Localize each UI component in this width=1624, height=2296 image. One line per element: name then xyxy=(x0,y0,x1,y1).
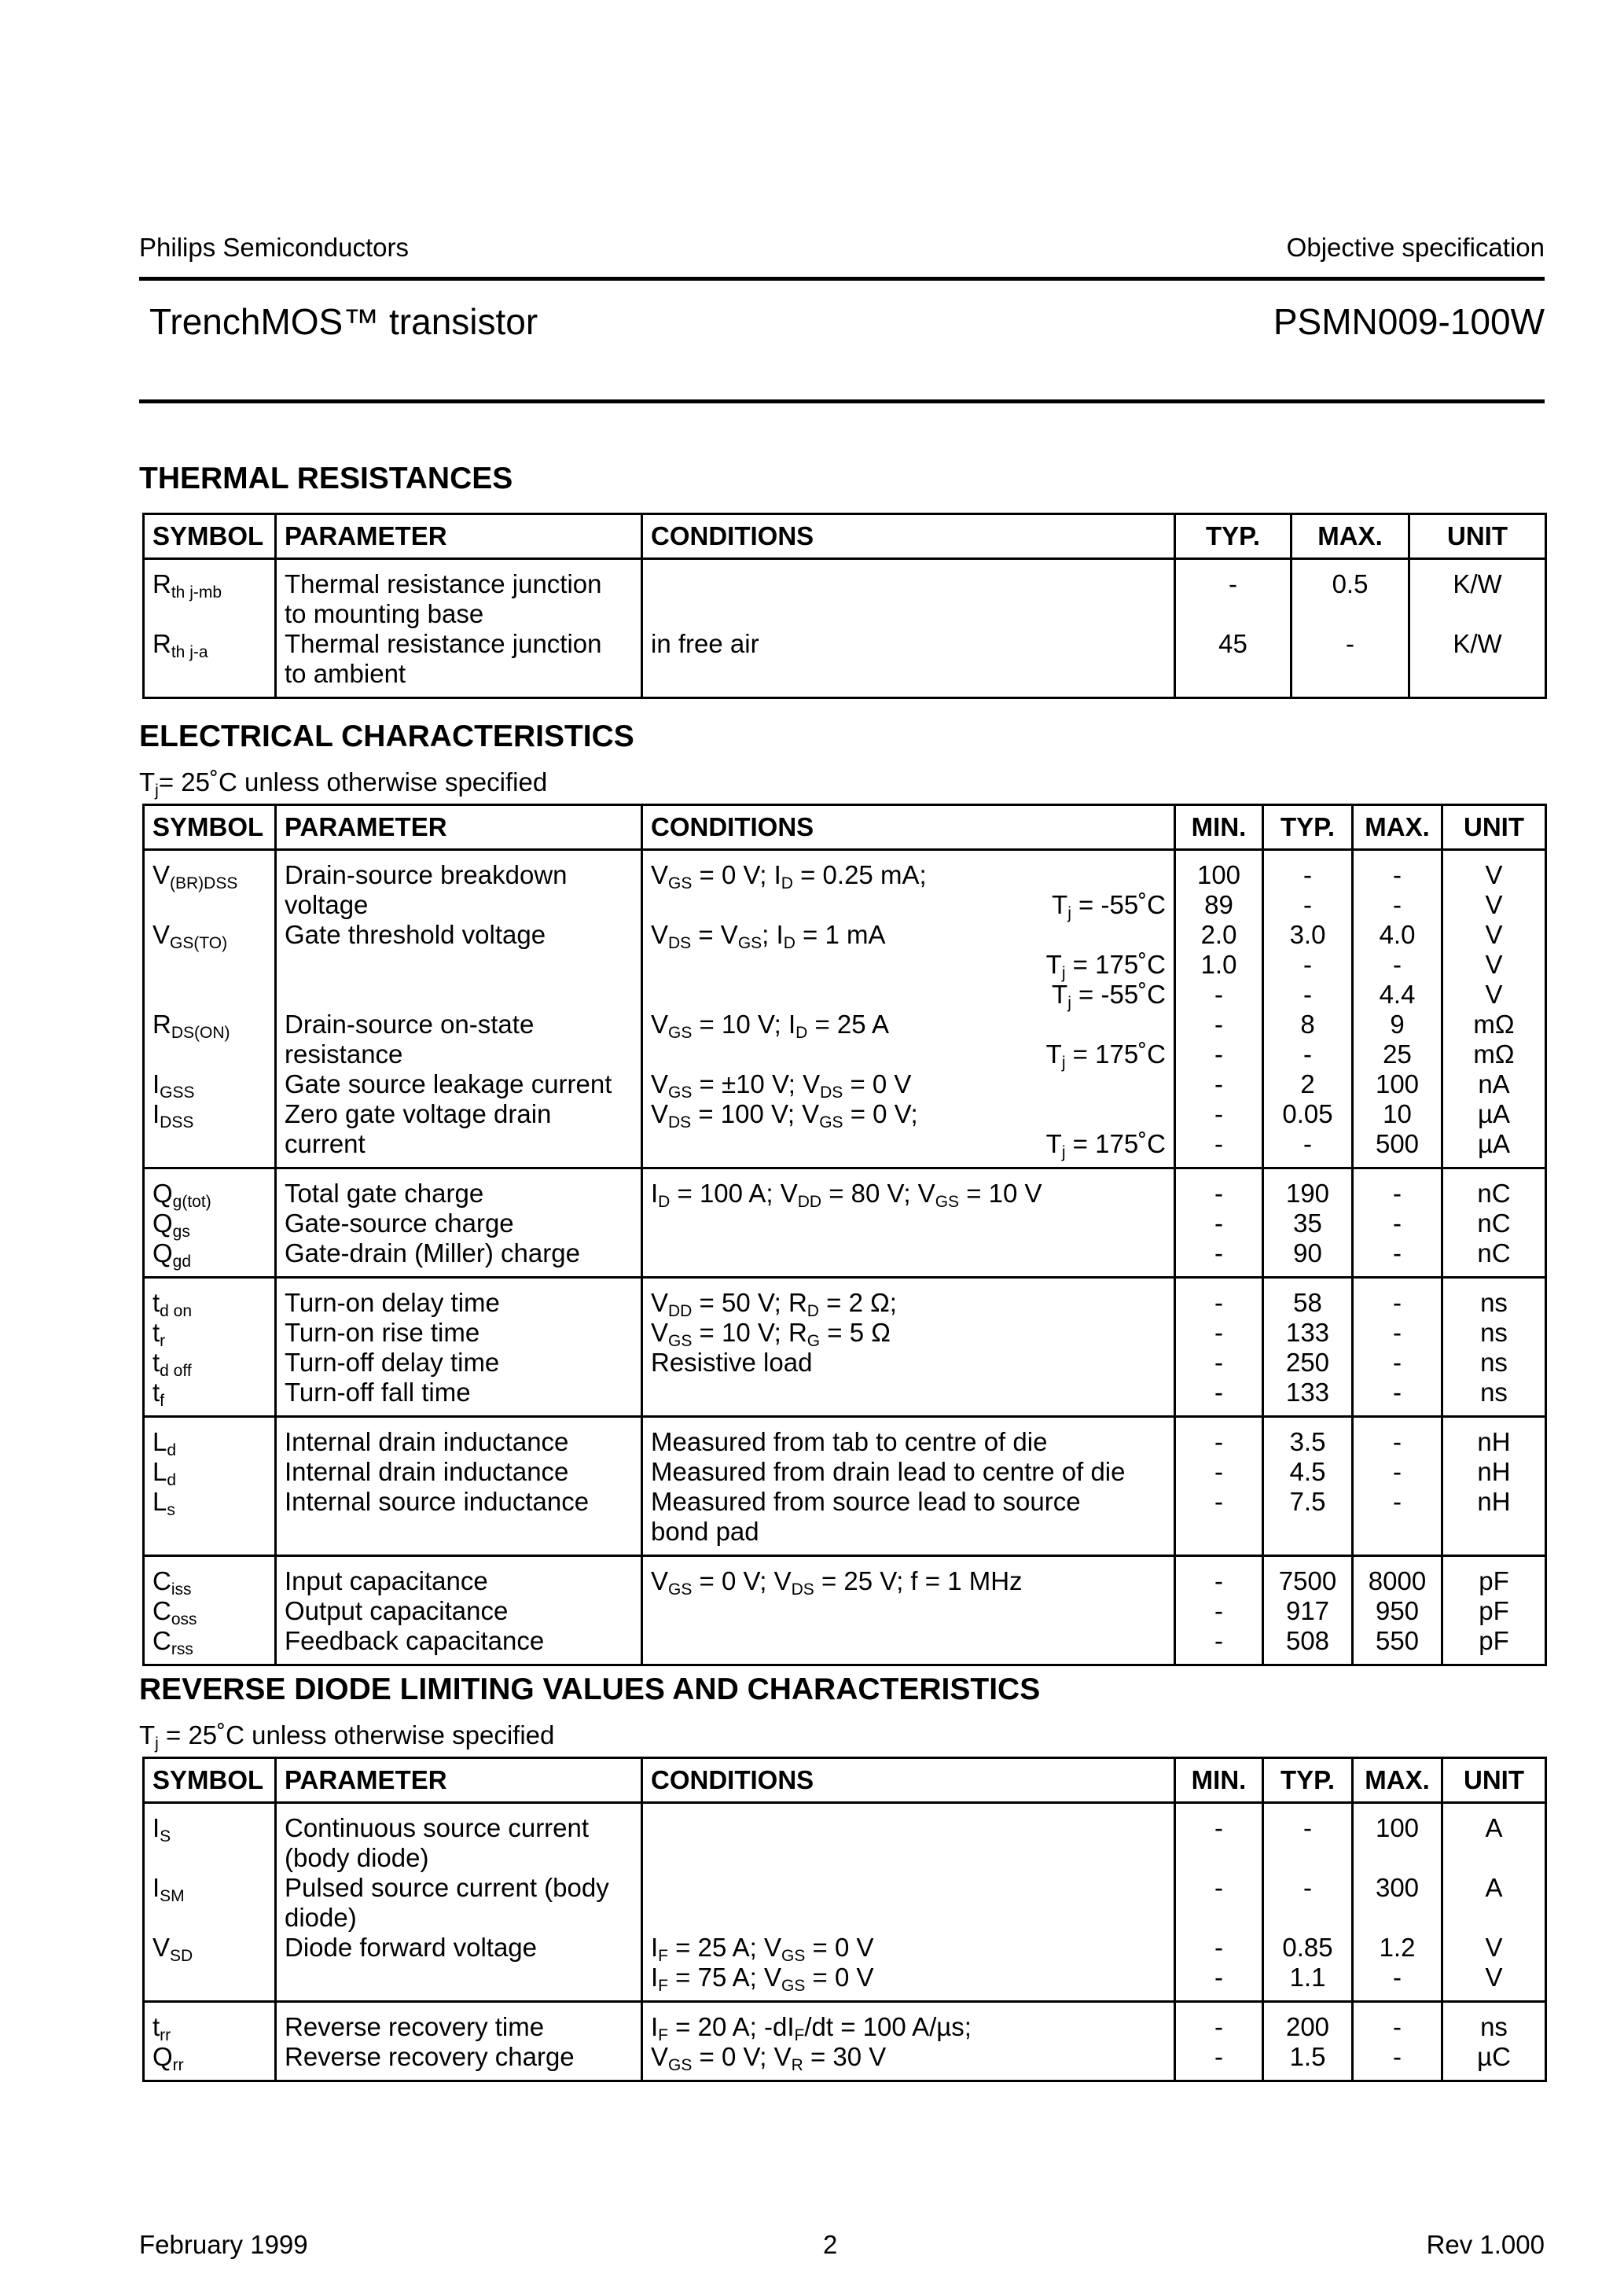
footer-page-number: 2 xyxy=(823,2230,838,2259)
conditions-cell: $V_{GS} = 0$ V; $I_D = 0.25$ mA; $T_j$ = -55˚C $V_{DS} = V_{GS}$; $I_D = 1$ mA $T_j$ = 175˚C $T_j$ = -55˚C $V_{GS} = 10$ V; $I_D = 25$ A $T_j$ = 175˚C $V_{GS} = \pm 10$ V; $V_{DS} = 0$ V $V_{DS} = 100$ V; $V_{GS} = 0$ V; $T_j$ = 175˚C xyxy=(642,850,1175,1168)
max-cell: 100 300 1.2 - xyxy=(1353,1803,1442,2002)
table-row-group xyxy=(144,1168,1546,1278)
part-number: PSMN009-100W xyxy=(1273,301,1545,342)
col-symbol: SYMBOL xyxy=(144,1758,276,1803)
symbol-cell: $L_d$ $L_d$ $L_s$ xyxy=(144,1417,276,1556)
parameter-cell: Turn-on delay time Turn-on rise time Turn-off delay time Turn-off fall time xyxy=(276,1278,642,1417)
unit-cell: K/W K/W xyxy=(1409,559,1546,698)
col-parameter: PARAMETER xyxy=(276,514,642,559)
table-row-group xyxy=(144,559,1546,698)
typ-cell: - 45 xyxy=(1175,559,1291,698)
col-conditions: CONDITIONS xyxy=(642,514,1175,559)
parameter-cell: Internal drain inductance Internal drain inductance Internal source inductance xyxy=(276,1417,642,1556)
col-conditions: CONDITIONS xyxy=(642,805,1175,850)
conditions-cell: $I_D = 100$ A; $V_{DD} = 80$ V; $V_{GS} = 10$ V xyxy=(642,1168,1175,1278)
col-min: MIN. xyxy=(1175,805,1263,850)
col-conditions: CONDITIONS xyxy=(642,1758,1175,1803)
col-unit: UNIT xyxy=(1442,1758,1546,1803)
unit-cell: A A V V xyxy=(1442,1803,1546,2002)
typ-cell: 58 133 250 133 xyxy=(1263,1278,1353,1417)
footer-date: February 1999 xyxy=(139,2230,308,2259)
conditions-cell: in free air xyxy=(642,559,1175,698)
reverse-diode-section-title: REVERSE DIODE LIMITING VALUES AND CHARACTERISTICS xyxy=(139,1672,1041,1706)
symbol-cell: $V_{(BR)DSS}$ $V_{GS(TO)}$ $R_{DS(ON)}$ $I_{GSS}$ $I_{DSS}$ xyxy=(144,850,276,1168)
max-cell: 0.5 - xyxy=(1291,559,1409,698)
min-cell: - - - xyxy=(1175,1417,1263,1556)
table-row-group xyxy=(144,1803,1546,2002)
table-row-group xyxy=(144,1278,1546,1417)
conditions-cell: $I_F = 20$ A; $-dI_F/dt = 100$ A/µs; $V_{GS} = 0$ V; $V_R = 30$ V xyxy=(642,2002,1175,2081)
unit-cell: pF pF pF xyxy=(1442,1556,1546,1665)
max-cell: - - xyxy=(1353,2002,1442,2081)
col-max: MAX. xyxy=(1353,1758,1442,1803)
col-symbol: SYMBOL xyxy=(144,805,276,850)
table-row-group xyxy=(144,1417,1546,1556)
header-rule-top xyxy=(139,277,1545,281)
parameter-cell: Drain-source breakdown voltage Gate threshold voltage Drain-source on-state resistance Gate source leakage current Zero gate voltage drain current xyxy=(276,850,642,1168)
min-cell: - - - xyxy=(1175,1168,1263,1278)
min-cell: - - - - xyxy=(1175,1278,1263,1417)
col-parameter: PARAMETER xyxy=(276,1758,642,1803)
company-name: Philips Semiconductors xyxy=(139,233,409,262)
symbol-cell: $Q_{g(tot)}$ $Q_{gs}$ $Q_{gd}$ xyxy=(144,1168,276,1278)
typ-cell: - - 0.85 1.1 xyxy=(1263,1803,1353,2002)
symbol-cell: $C_{iss}$ $C_{oss}$ $C_{rss}$ xyxy=(144,1556,276,1665)
col-max: MAX. xyxy=(1291,514,1409,559)
product-title: TrenchMOS™ transistor xyxy=(149,301,538,342)
conditions-cell: Measured from tab to centre of die Measured from drain lead to centre of die Measured from source lead to source bond pad xyxy=(642,1417,1175,1556)
max-cell: 8000 950 550 xyxy=(1353,1556,1442,1665)
electrical-conditions-note: $T_j=$ 25˚C unless otherwise specified xyxy=(139,767,548,800)
col-parameter: PARAMETER xyxy=(276,805,642,850)
unit-cell: nH nH nH xyxy=(1442,1417,1546,1556)
unit-cell: ns ns ns ns xyxy=(1442,1278,1546,1417)
col-unit: UNIT xyxy=(1409,514,1546,559)
footer-revision: Rev 1.000 xyxy=(1426,2230,1545,2259)
max-cell: - - 4.0 - 4.4 9 25 100 10 500 xyxy=(1353,850,1442,1168)
typ-cell: 7500 917 508 xyxy=(1263,1556,1353,1665)
table-row-group xyxy=(144,2002,1546,2081)
reverse-diode-table xyxy=(142,1757,1547,2082)
conditions-cell: $V_{DD} = 50$ V; $R_D = 2$ Ω; $V_{GS} = 10$ V; $R_G = 5$ Ω Resistive load xyxy=(642,1278,1175,1417)
conditions-cell: $I_F = 25$ A; $V_{GS} = 0$ V $I_F = 75$ A; $V_{GS} = 0$ V xyxy=(642,1803,1175,2002)
typ-cell: - - 3.0 - - 8 - 2 0.05 - xyxy=(1263,850,1353,1168)
col-max: MAX. xyxy=(1353,805,1442,850)
symbol-cell: $t_{d on}$ $t_r$ $t_{d off}$ $t_f$ xyxy=(144,1278,276,1417)
max-cell: - - - xyxy=(1353,1168,1442,1278)
conditions-cell: $V_{GS} = 0$ V; $V_{DS} = 25$ V; f = 1 MHz xyxy=(642,1556,1175,1665)
parameter-cell: Continuous source current (body diode) Pulsed source current (body diode) Diode forward voltage xyxy=(276,1803,642,2002)
parameter-cell: Input capacitance Output capacitance Feedback capacitance xyxy=(276,1556,642,1665)
parameter-cell: Total gate charge Gate-source charge Gate-drain (Miller) charge xyxy=(276,1168,642,1278)
header-rule-bottom xyxy=(139,399,1545,403)
electrical-section-title: ELECTRICAL CHARACTERISTICS xyxy=(139,719,634,753)
col-typ: TYP. xyxy=(1263,805,1353,850)
min-cell: 100 89 2.0 1.0 - - - - - - xyxy=(1175,850,1263,1168)
typ-cell: 200 1.5 xyxy=(1263,2002,1353,2081)
thermal-resistance-table xyxy=(142,513,1547,699)
table-row-group xyxy=(144,1556,1546,1665)
col-unit: UNIT xyxy=(1442,805,1546,850)
reverse-conditions-note: $T_j$ = 25˚C unless otherwise specified xyxy=(139,1720,555,1753)
min-cell: - - - xyxy=(1175,1556,1263,1665)
min-cell: - - - - xyxy=(1175,1803,1263,2002)
parameter-cell: Thermal resistance junction to mounting base Thermal resistance junction to ambient xyxy=(276,559,642,698)
col-symbol: SYMBOL xyxy=(144,514,276,559)
thermal-section-title: THERMAL RESISTANCES xyxy=(139,462,513,495)
max-cell: - - - - xyxy=(1353,1278,1442,1417)
unit-cell: nC nC nC xyxy=(1442,1168,1546,1278)
symbol-cell: $I_S$ $I_{SM}$ $V_{SD}$ xyxy=(144,1803,276,2002)
table-row-group xyxy=(144,850,1546,1168)
typ-cell: 3.5 4.5 7.5 xyxy=(1263,1417,1353,1556)
min-cell: - - xyxy=(1175,2002,1263,2081)
col-typ: TYP. xyxy=(1175,514,1291,559)
col-typ: TYP. xyxy=(1263,1758,1353,1803)
parameter-cell: Reverse recovery time Reverse recovery charge xyxy=(276,2002,642,2081)
electrical-characteristics-table xyxy=(142,804,1547,1666)
symbol-cell: $R_{th j-mb}$ $R_{th j-a}$ xyxy=(144,559,276,698)
symbol-cell: $t_{rr}$ $Q_{rr}$ xyxy=(144,2002,276,2081)
max-cell: - - - xyxy=(1353,1417,1442,1556)
spec-type: Objective specification xyxy=(1286,233,1545,262)
typ-cell: 190 35 90 xyxy=(1263,1168,1353,1278)
col-min: MIN. xyxy=(1175,1758,1263,1803)
unit-cell: ns µC xyxy=(1442,2002,1546,2081)
unit-cell: V V V V V mΩ mΩ nA µA µA xyxy=(1442,850,1546,1168)
